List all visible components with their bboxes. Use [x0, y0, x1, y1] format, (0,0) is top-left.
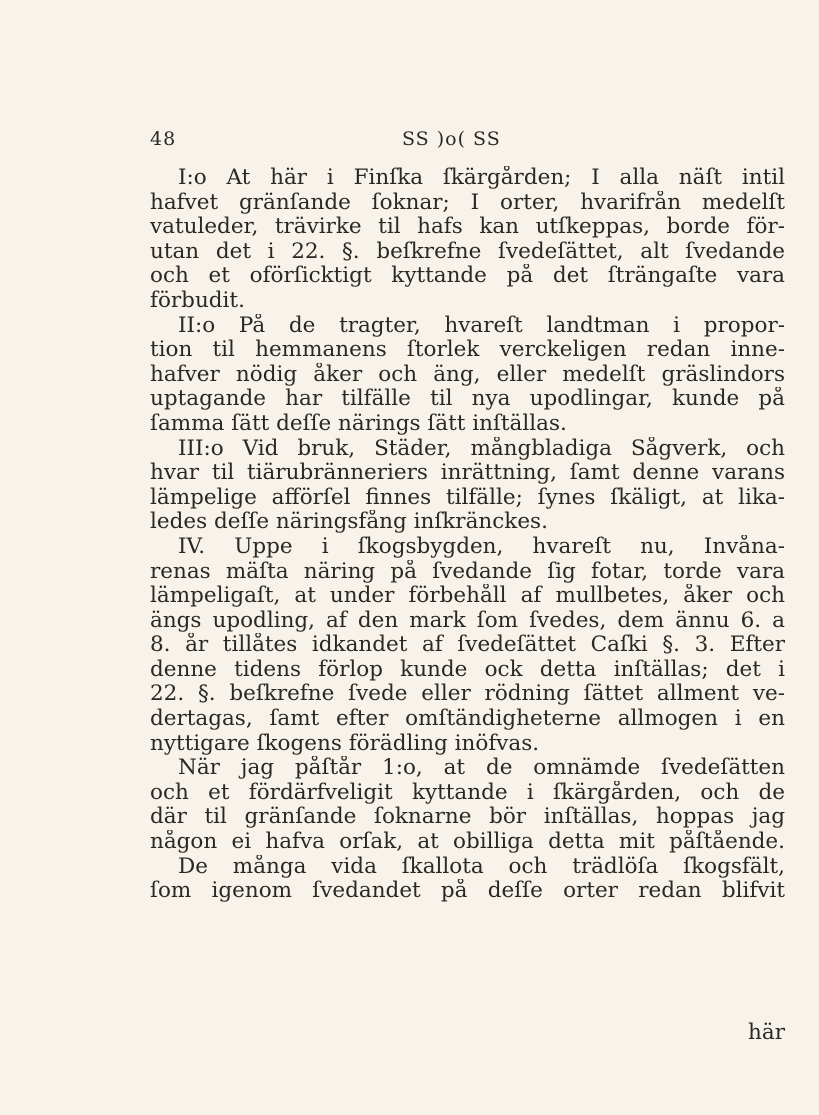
text-line: dertagas, ſamt efter omſtändigheterne allmogen i en [150, 707, 785, 732]
text-line: lämpelige afförſel finnes tilfälle; ſynes ſkäligt, at lika- [150, 485, 785, 510]
text-line: vatuleder, trävirke til hafs kan utſkeppas, borde för- [150, 215, 785, 240]
text-line: hafvet gränſande ſoknar; I orter, hvarifrån medelſt [150, 190, 785, 215]
text-line: nyttigare ſkogens förädling inöfvas. [150, 731, 540, 756]
text-line: lämpeligaſt, at under förbehåll af mullbetes, åker och [150, 584, 785, 609]
text-line: 8. år tillåtes idkandet af ſvedeſättet Caſki §. 3. Efter [150, 633, 785, 658]
text-line: IV. Uppe i ſkogsbygden, hvareſt nu, Invåna- [178, 534, 785, 559]
text-line: någon ei hafva orſak, at obilliga detta mit påſtående. [150, 830, 785, 855]
text-line: renas mäſta näring på ſvedande ſig fotar, torde vara [150, 559, 785, 584]
text-line: II:o På de tragter, hvareſt landtman i propor- [178, 313, 785, 338]
text-line: 22. §. beſkrefne ſvede eller rödning ſättet allment ve- [150, 682, 785, 707]
text-line: III:o Vid bruk, Städer, mångbladiga Sågverk, och [178, 436, 785, 461]
text-line: och et oförſicktigt kyttande på det ſträngaſte vara [150, 264, 785, 289]
text-line: tion til hemmanens ſtorlek verckeligen redan inne- [150, 338, 785, 363]
page-header [150, 128, 750, 156]
text-line: utan det i 22. §. beſkrefne ſvedeſättet, alt ſvedande [150, 239, 785, 264]
text-line: ſom igenom ſvedandet på deſſe orter redan blifvit [150, 879, 785, 904]
text-line: ängs upodling, af den mark ſom ſvedes, dem ännu 6. a [150, 608, 785, 633]
text-line: denne tidens förlop kunde ock detta inſtällas; det i [150, 657, 785, 682]
text-line: ledes deſſe näringsfång inſkränckes. [150, 510, 548, 535]
text-line: uptagande har tilfälle til nya upodlingar, kunde på [150, 387, 785, 412]
header-ornament: SS )o( SS [402, 128, 501, 150]
text-line: De många vida ſkallota och trädlöſa ſkogsfält, [178, 854, 785, 879]
catchword: här [748, 1020, 785, 1045]
text-line: ſamma ſätt deſſe närings ſätt inſtällas. [150, 411, 567, 436]
text-line: och et fördärfveligit kyttande i ſkärgården, och de [150, 780, 785, 805]
text-line: När jag påſtår 1:o, at de omnämde ſvedeſätten [178, 756, 785, 781]
body-text [150, 166, 785, 904]
text-line: där til gränſande ſoknarne bör inſtällas, hoppas jag [150, 805, 785, 830]
page-number: 48 [150, 128, 177, 150]
text-line: hvar til tiärubränneriers inrättning, ſamt denne varans [150, 461, 785, 486]
text-line: I:o At här i Finſka ſkärgården; I alla näſt intil [178, 166, 785, 190]
text-line: förbudit. [150, 288, 245, 313]
text-line: hafver nödig åker och äng, eller medelſt gräslindors [150, 362, 785, 387]
